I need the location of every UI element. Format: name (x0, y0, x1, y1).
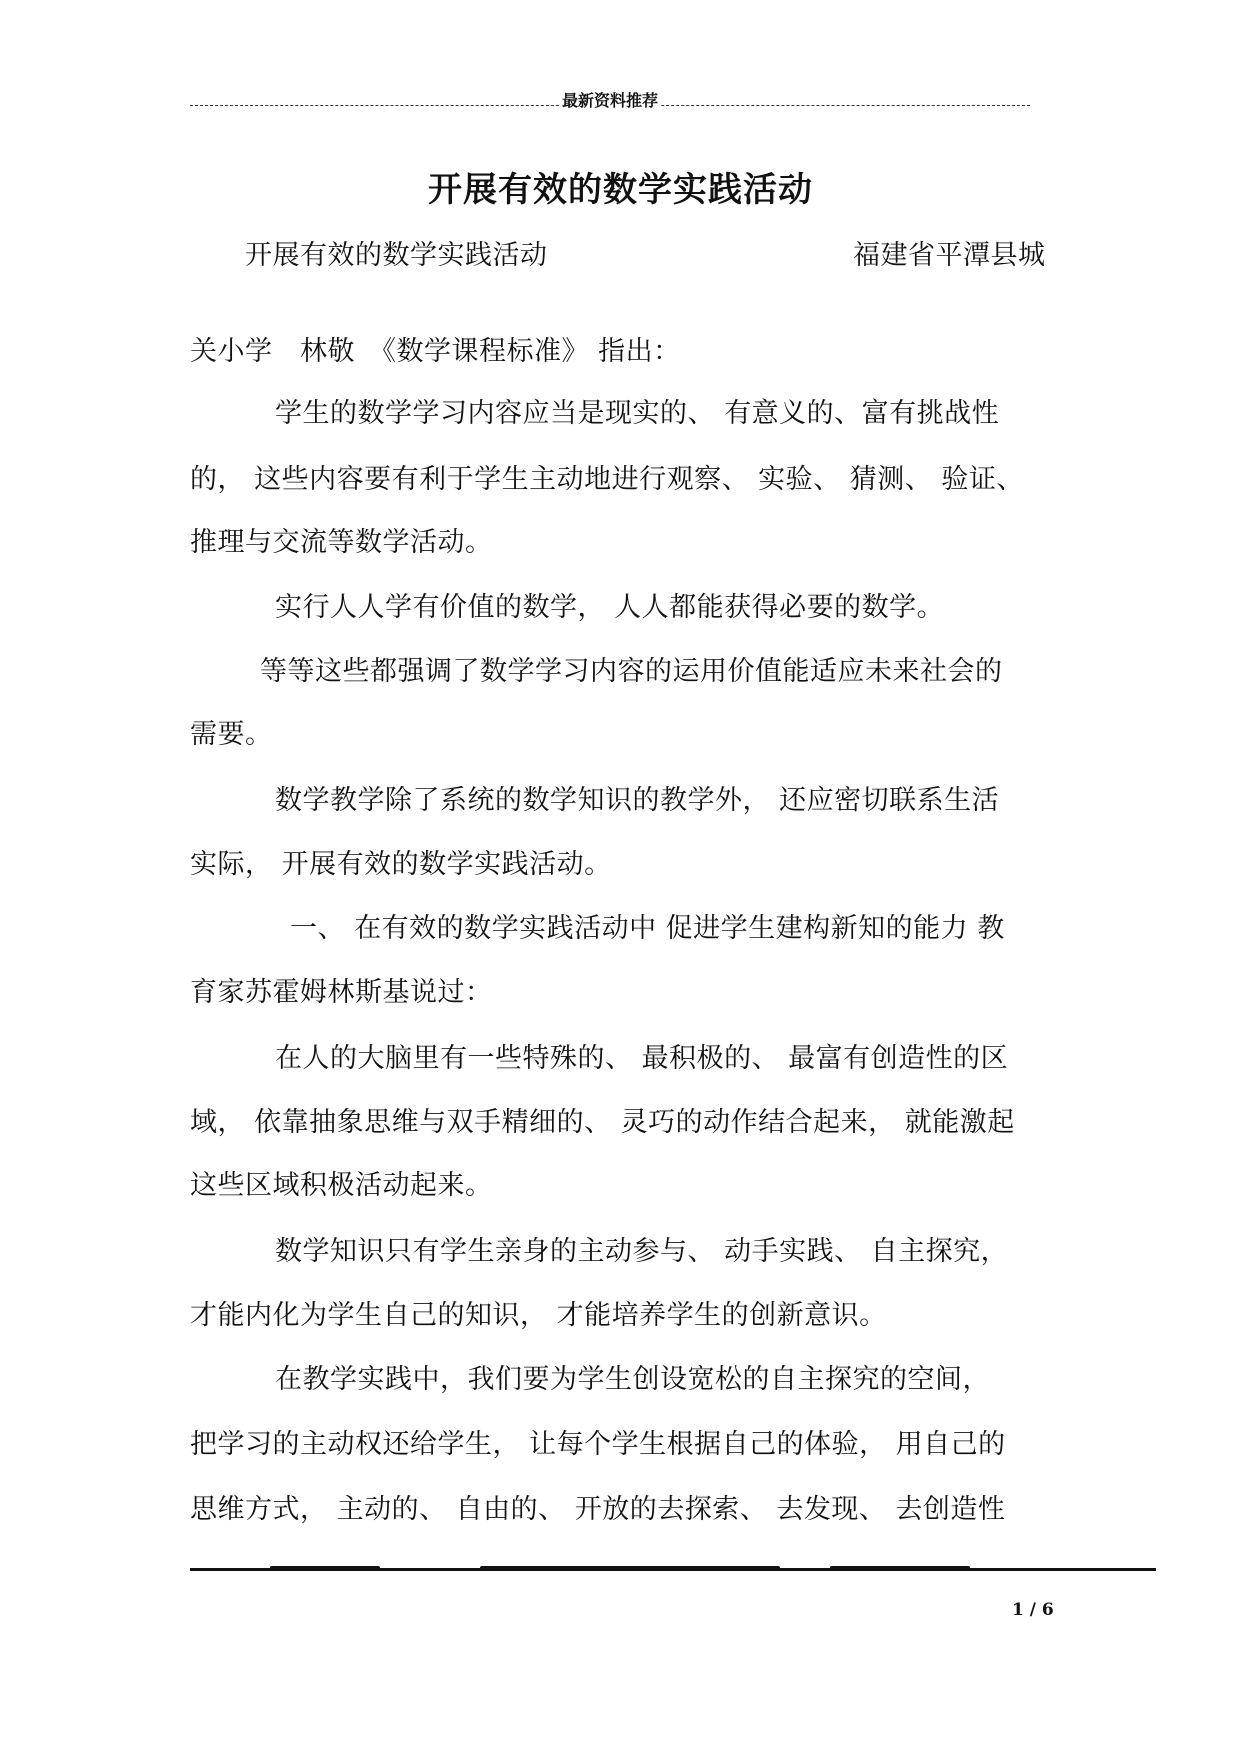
paragraph-line: 才能内化为学生自己的知识， 才能培养学生的创新意识。 (190, 1300, 887, 1331)
page-number: 1 / 6 (1012, 1600, 1054, 1620)
paragraph-line: 关小学 林敬 《数学课程标准》 指出： (190, 336, 681, 367)
paragraph-line: 数学知识只有学生亲身的主动参与、 动手实践、 自主探究， (275, 1236, 1009, 1267)
paragraph-line: 学生的数学学习内容应当是现实的、 有意义的、富有挑战性 (275, 398, 1000, 429)
paragraph-line: 开展有效的数学实践活动 (245, 240, 548, 271)
paragraph-line: 数学教学除了系统的数学知识的教学外， 还应密切联系生活 (275, 785, 1000, 816)
author-affiliation: 福建省平潭县城 (853, 240, 1046, 271)
paragraph-line: 域， 依靠抽象思维与双手精细的、 灵巧的动作结合起来， 就能激起 (190, 1107, 1015, 1138)
paragraph-line: 实行人人学有价值的数学， 人人都能获得必要的数学。 (275, 592, 945, 623)
paragraph-line: 需要。 (190, 719, 273, 750)
document-title: 开展有效的数学实践活动 (428, 170, 813, 210)
paragraph-line: 育家苏霍姆林斯基说过： (190, 977, 493, 1008)
paragraph-line: 在人的大脑里有一些特殊的、 最积极的、 最富有创造性的区 (275, 1043, 1009, 1074)
page-header (190, 88, 1030, 108)
paragraph-line: 的， 这些内容要有利于学生主动地进行观察、 实验、 猜测、 验证、 (190, 464, 1024, 495)
paragraph-line: 等等这些都强调了数学学习内容的运用价值能适应未来社会的 (260, 656, 1003, 687)
footer-rule-segment (270, 1566, 380, 1571)
paragraph-line: 这些区域积极活动起来。 (190, 1170, 493, 1201)
paragraph-line: 思维方式， 主动的、 自由的、 开放的去探索、 去发现、 去创造性 (190, 1494, 1006, 1525)
paragraph-line: 在教学实践中，我们要为学生创设宽松的自主探究的空间， (275, 1364, 990, 1395)
header-label: 最新资料推荐 (561, 91, 658, 110)
paragraph-line: 实际， 开展有效的数学实践活动。 (190, 849, 612, 880)
footer-rule-segment (830, 1566, 970, 1571)
paragraph-line: 推理与交流等数学活动。 (190, 527, 493, 558)
footer-rule-segment (590, 1566, 780, 1571)
paragraph-line: 把学习的主动权还给学生， 让每个学生根据自己的体验， 用自己的 (190, 1429, 1006, 1460)
section-heading-line: 一、 在有效的数学实践活动中 促进学生建构新知的能力 教 (290, 913, 1005, 944)
footer-rule (190, 1568, 1156, 1571)
